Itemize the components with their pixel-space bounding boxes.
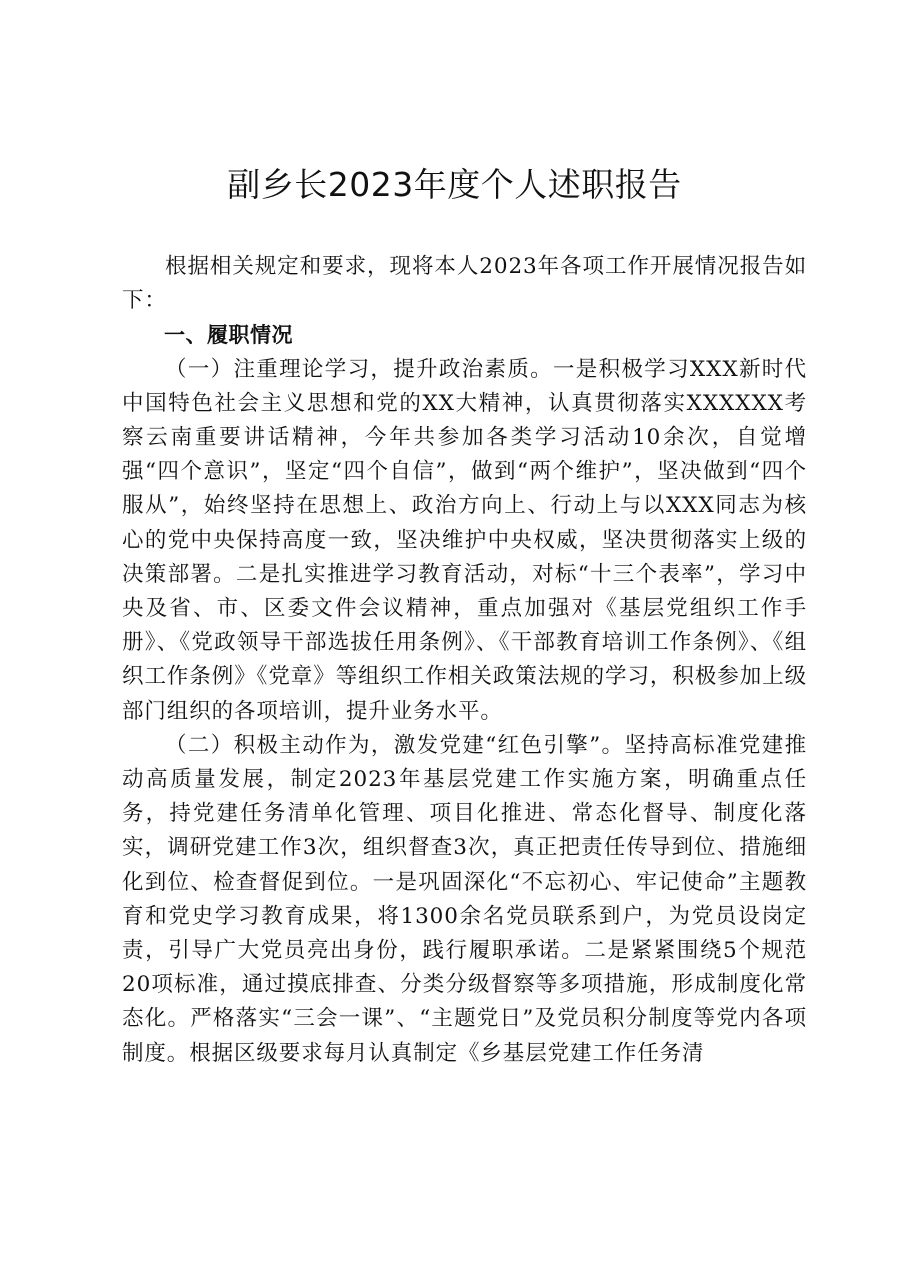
section-heading-performance: 一、履职情况 [164, 323, 293, 348]
paragraph-theory-study: （一）注重理论学习，提升政治素质。一是积极学习XXX新时代中国特色社会主义思想和党的XX大精神，认真贯彻落实XXXXXX考察云南重要讲话精神，今年共参加各类学习活动10余次，自觉增强“四个意识”，坚定“四个自信”，做到“两个维护”，坚决做到“四个服从”，始终坚持在思想上、政治方向上、行动上与以XXX同志为核心的党中央保持高度一致，坚决维护中央权威，坚决贯彻落实上级的决策部署。二是扎实推进学习教育活动，对标“十三个表率”，学习中央及省、市、区委文件会议精神，重点加强对《基层党组织工作手册》、《党政领导干部选拔任用条例》、《干部教育培训工作条例》、《组织工作条例》《党章》等组织工作相关政策法规的学习，积极参加上级部门组织的各项培训，提升业务水平。 [122, 356, 807, 724]
paragraph-party-building: （二）积极主动作为，激发党建“红色引擎”。坚持高标准党建推动高质量发展，制定2023年基层党建工作实施方案，明确重点任务，持党建任务清单化管理、项目化推进、常态化督导、制度化落实，调研党建工作3次，组织督查3次，真正把责任传导到位、措施细化到位、检查督促到位。一是巩固深化“不忘初心、牢记使命”主题教育和党史学习教育成果，将1300余名党员联系到户，为党员设岗定责，引导广大党员亮出身份，践行履职承诺。二是紧紧围绕5个规范20项标准，通过摸底排查、分类分级督察等多项措施，形成制度化常态化。严格落实“三会一课”、“主题党日”及党员积分制度等党内各项制度。根据区级要求每月认真制定《乡基层党建工作任务清 [122, 732, 807, 1066]
intro-paragraph: 根据相关规定和要求，现将本人2023年各项工作开展情况报告如下： [122, 254, 807, 314]
document-title: 副乡长2023年度个人述职报告 [227, 165, 682, 204]
document-body [122, 250, 807, 1071]
